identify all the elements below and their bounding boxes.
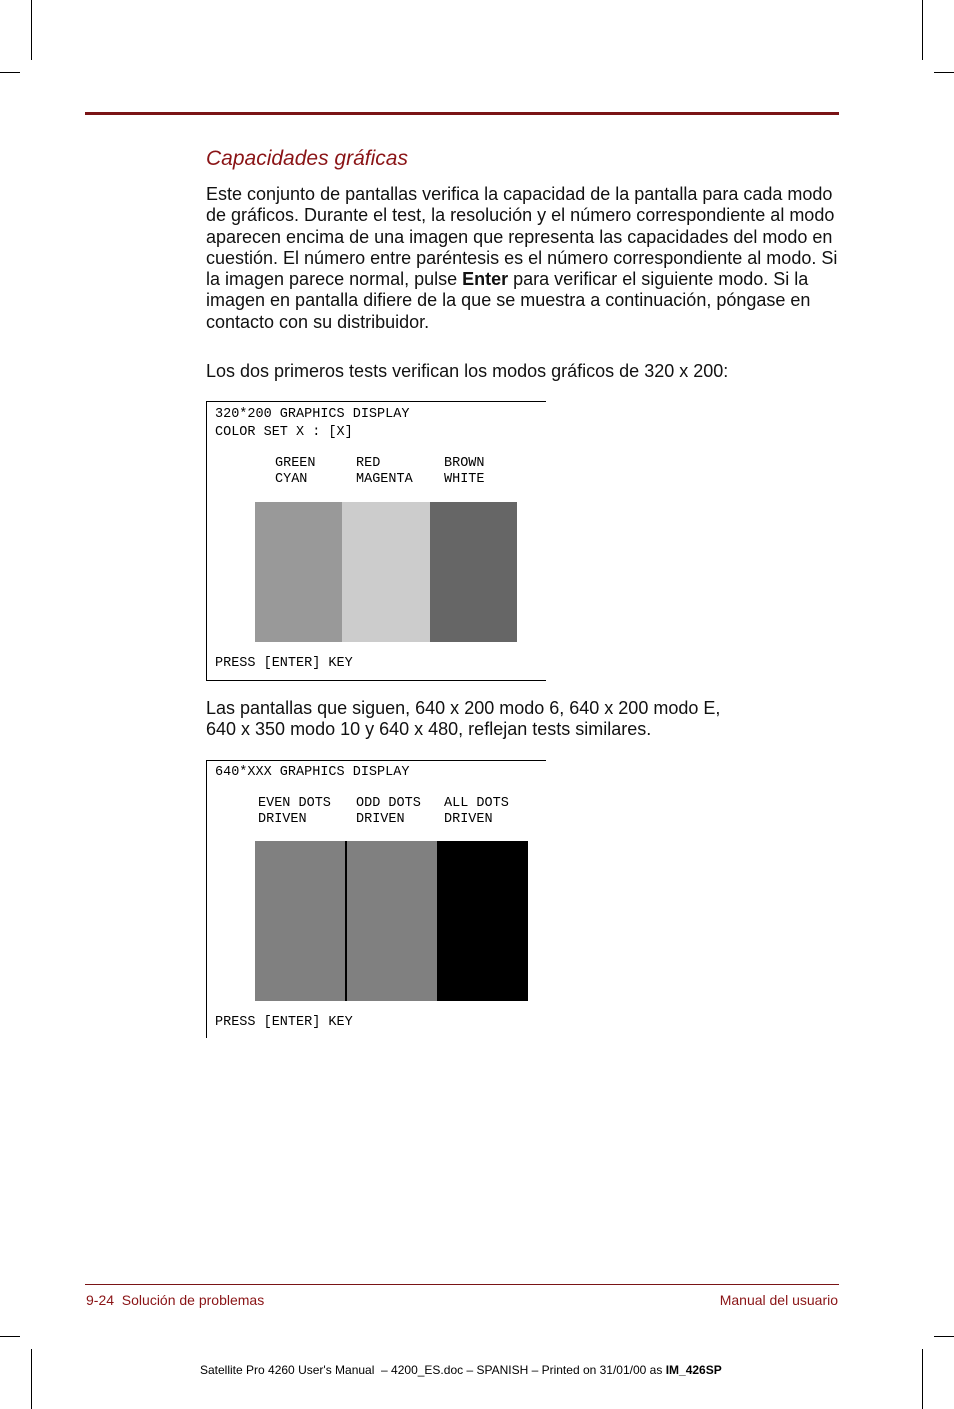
- screen-title: 640*XXX GRAPHICS DISPLAY: [215, 765, 410, 780]
- intro-text-continued: para verificar el siguiente modo. Si la imagen en pantalla difiere de la que se muestra a continuación, póngase en contacto con su distribuidor.: [206, 269, 811, 332]
- footer-rule: [85, 1284, 839, 1285]
- color-bar-1: [255, 502, 342, 642]
- dots-bar-2: [347, 841, 437, 1001]
- press-enter-prompt: PRESS [ENTER] KEY: [215, 656, 353, 671]
- color-label-red-magenta: RED MAGENTA: [356, 456, 413, 487]
- crop-mark: [922, 0, 923, 60]
- dots-bar-3: [437, 841, 528, 1001]
- crop-mark: [934, 72, 954, 73]
- section-title: Capacidades gráficas: [206, 147, 408, 170]
- print-info-code: IM_426SP: [665, 1363, 722, 1377]
- crop-mark: [0, 72, 20, 73]
- color-label-brown-white: BROWN WHITE: [444, 456, 485, 487]
- crop-mark: [31, 1349, 32, 1409]
- screen-title: 320*200 GRAPHICS DISPLAY: [215, 407, 410, 422]
- footer-page-section: 9-24 Solución de problemas: [86, 1292, 265, 1308]
- crop-mark: [934, 1336, 954, 1337]
- crop-mark: [922, 1349, 923, 1409]
- dots-bar-1: [255, 841, 345, 1001]
- print-info: [200, 1363, 722, 1377]
- lead-paragraph-2: Las pantallas que siguen, 640 x 200 modo 6, 640 x 200 modo E, 640 x 350 modo 10 y 640 x 480, reflejan tests similares.: [206, 698, 721, 740]
- graphics-display-320: [206, 401, 546, 681]
- color-bar-2: [342, 502, 430, 642]
- enter-key-label: Enter: [462, 269, 509, 290]
- print-info-text: Satellite Pro 4260 User's Manual – 4200_ES.doc – SPANISH – Printed on 31/01/00 as: [200, 1363, 666, 1377]
- dots-label-even: EVEN DOTS DRIVEN: [258, 796, 331, 827]
- crop-mark: [31, 0, 32, 60]
- color-bar-3: [430, 502, 517, 642]
- color-label-green-cyan: GREEN CYAN: [275, 456, 316, 487]
- intro-text: Este conjunto de pantallas verifica la capacidad de la pantalla para cada modo de gráficos. Durante el test, la resolución y el número correspondiente al modo aparecen encima de una imagen que representa las capacidades del modo en cuestión. El número entre paréntesis es el número correspondiente al modo. Si la imagen parece normal, pulse: [206, 184, 838, 290]
- dots-label-odd: ODD DOTS DRIVEN: [356, 796, 421, 827]
- color-set-line: COLOR SET X : [X]: [215, 425, 353, 440]
- press-enter-prompt: PRESS [ENTER] KEY: [215, 1015, 353, 1030]
- intro-paragraph: [206, 184, 838, 333]
- crop-mark: [0, 1336, 20, 1337]
- graphics-display-640: [206, 760, 546, 1038]
- footer-manual-title: Manual del usuario: [719, 1292, 838, 1308]
- header-rule: [85, 112, 839, 115]
- lead-paragraph-1: Los dos primeros tests verifican los modos gráficos de 320 x 200:: [206, 361, 729, 381]
- dots-label-all: ALL DOTS DRIVEN: [444, 796, 509, 827]
